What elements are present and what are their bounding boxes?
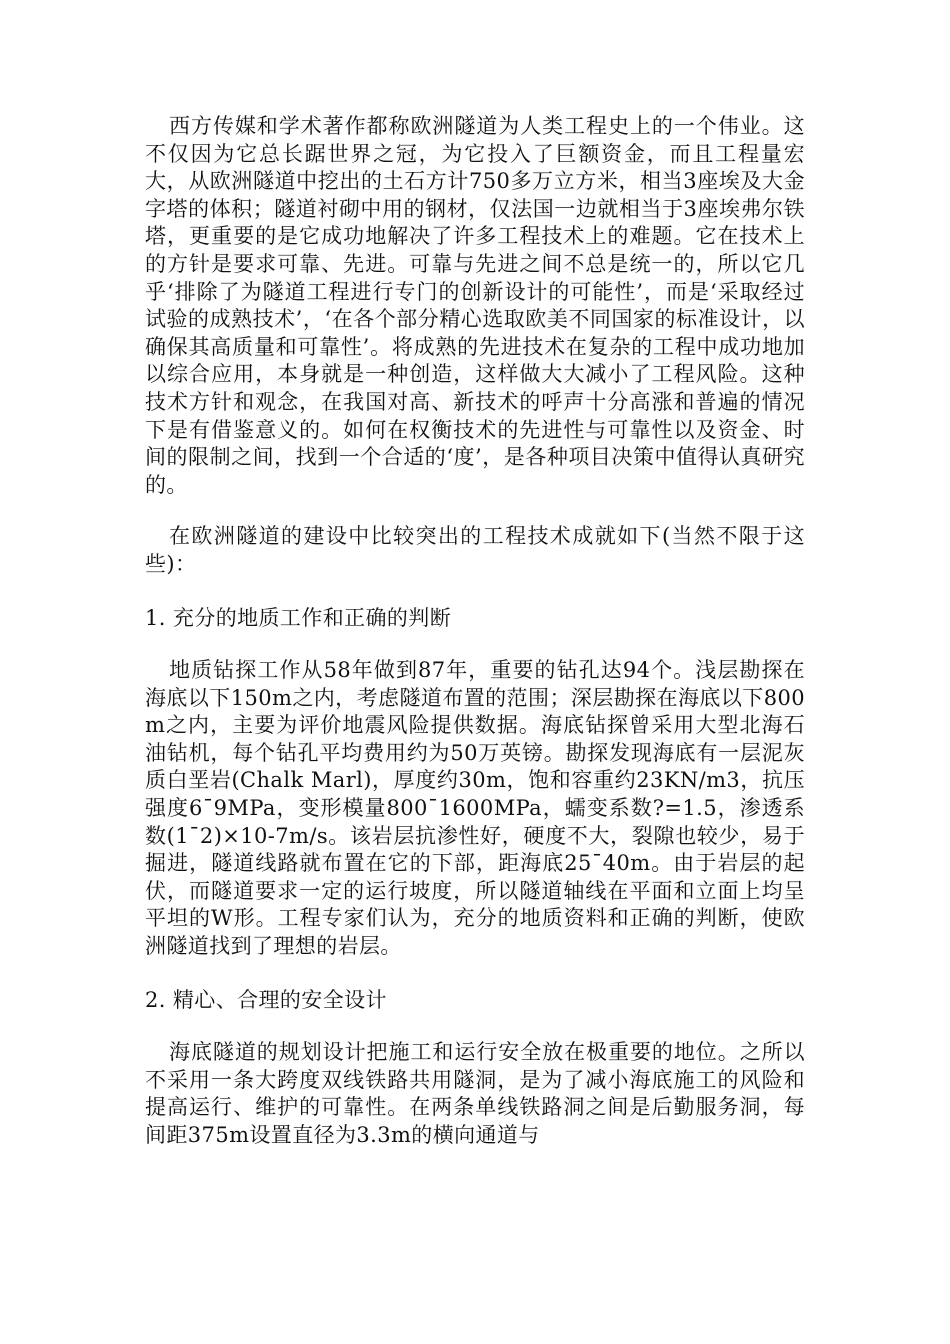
section-heading-geology: 1. 充分的地质工作和正确的判断 <box>145 605 452 630</box>
section-heading-safety: 2. 精心、合理的安全设计 <box>145 987 387 1012</box>
paragraph-safety: 海底隧道的规划设计把施工和运行安全放在极重要的地位。之所以不采用一条大跨度双线铁路共用隧洞，是为了减小海底施工的风险和提高运行、维护的可靠性。在两条单线铁路洞之间是后勤服务洞，每间距375m设置直径为3.3m的横向通道与 <box>145 1040 805 1147</box>
document-body <box>145 113 805 1150</box>
paragraph-geology: 地质钻探工作从58年做到87年，重要的钻孔达94个。浅层勘探在海底以下150m之内，考虑隧道布置的范围；深层勘探在海底以下800m之内，主要为评价地震风险提供数据。海底钻探曾采用大型北海石油钻机，每个钻孔平均费用约为50万英镑。勘探发现海底有一层泥灰质白垩岩(Chalk Marl)，厚度约30m，饱和容重约23KN/m3，抗压强度6¯9MPa，变形模量800¯1600MPa，蠕变系数?=1.5，渗透系数(1¯2)×10-7m/s。该岩层抗渗性好，硬度不大，裂隙也较少，易于掘进，隧道线路就布置在它的下部，距海底25¯40m。由于岩层的起伏，而隧道要求一定的运行坡度，所以隧道轴线在平面和立面上均呈平坦的W形。工程专家们认为，充分的地质资料和正确的判断，使欧洲隧道找到了理想的岩层。 <box>145 658 805 959</box>
paragraph-intro: 西方传媒和学术著作都称欧洲隧道为人类工程史上的一个伟业。这不仅因为它总长踞世界之冠，为它投入了巨额资金，而且工程量宏大，从欧洲隧道中挖出的土石方计750多万立方米，相当3座埃及大金字塔的体积；隧道衬砌中用的钢材，仅法国一边就相当于3座埃弗尔铁塔，更重要的是它成功地解决了许多工程技术上的难题。它在技术上的方针是要求可靠、先进。可靠与先进之间不总是统一的，所以它几乎‘排除了为隧道工程进行专门的创新设计的可能性’，而是‘采取经过试验的成熟技术’，‘在各个部分精心选取欧美不同国家的标准设计，以确保其高质量和可靠性’。将成熟的先进技术在复杂的工程中成功地加以综合应用，本身就是一种创造，这样做大大减小了工程风险。这种技术方针和观念，在我国对高、新技术的呼声十分高涨和普遍的情况下是有借鉴意义的。如何在权衡技术的先进性与可靠性以及资金、时间的限制之间，找到一个合适的‘度’，是各种项目决策中值得认真研究的。 <box>145 114 805 497</box>
paragraph-achievements-intro: 在欧洲隧道的建设中比较突出的工程技术成就如下(当然不限于这些)： <box>145 524 805 576</box>
